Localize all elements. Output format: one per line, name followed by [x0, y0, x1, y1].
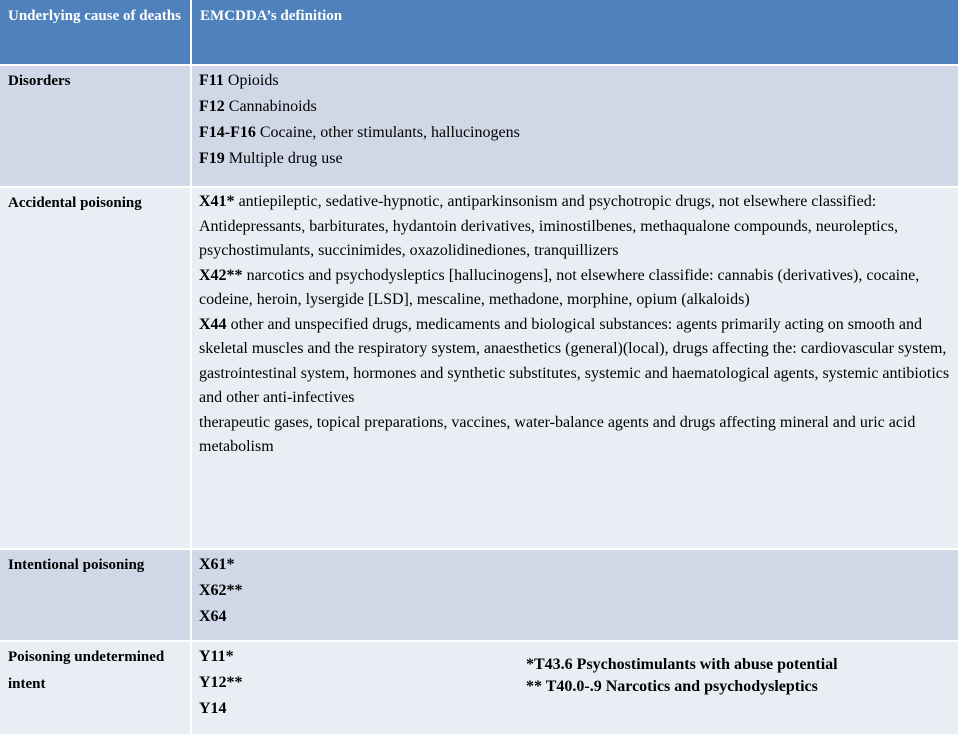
code-line: Y11* — [199, 648, 234, 665]
definition-line: X41* antiepileptic, sedative-hypnotic, antiparkinsonism and psychotropic drugs, not elsewhere classified: Antidepressants, barbiturates, hydantoin derivatives, iminostilbenes, methaqualone compounds, neuroleptics, psychostimulants, succinimides, oxazolidinediones, tranquillizers — [199, 193, 898, 259]
row-label-undetermined: Poisoning undetermined intent — [0, 642, 192, 736]
row-label-disorders: Disorders — [0, 66, 192, 188]
definition-line: X42** narcotics and psychodysleptics [hallucinogens], not elsewhere classifide: cannabis (derivatives), cocaine, codeine, heroin, lysergide [LSD], mescaline, methadone, morphine, opium (alkaloids) — [199, 266, 920, 308]
definition-line: X44 other and unspecified drugs, medicaments and biological substances: agents primarily acting on smooth and skeletal muscles and the respiratory system, anaesthetics (general)(local), drugs affecting the: cardiovascular system, gastrointestinal system, hormones and synthetic substitutes, systemic and haematological agents, systemic antibiotics and other anti-infectives — [199, 315, 950, 406]
footnote: ** T40.0-.9 Narcotics and psychodysleptics — [526, 678, 818, 695]
footnote: *T43.6 Psychostimulants with abuse potential — [526, 656, 838, 673]
row-label-intentional: Intentional poisoning — [0, 550, 192, 642]
table-row — [0, 66, 960, 188]
table-header-row — [0, 0, 960, 66]
code-line: Y14 — [199, 700, 227, 717]
code-line: X61* — [199, 556, 235, 573]
row-label-accidental: Accidental poisoning — [0, 188, 192, 550]
table-row — [0, 188, 960, 550]
row-definition-intentional — [192, 550, 960, 642]
table-row — [0, 550, 960, 642]
definition-line: F14-F16 Cocaine, other stimulants, hallucinogens — [199, 124, 520, 141]
code-line: X64 — [199, 608, 227, 625]
row-definition-disorders — [192, 66, 960, 188]
code-line: X62** — [199, 582, 243, 599]
footnotes — [526, 654, 838, 698]
table-row — [0, 642, 960, 736]
header-cause: Underlying cause of deaths — [0, 0, 192, 66]
definition-line: therapeutic gases, topical preparations, vaccines, water-balance agents and drugs affecting mineral and uric acid metabolism — [199, 413, 916, 455]
definition-line: F19 Multiple drug use — [199, 150, 343, 167]
row-definition-accidental — [192, 188, 960, 550]
code-line: Y12** — [199, 674, 243, 691]
header-definition: EMCDDA’s definition — [192, 0, 960, 66]
definition-line: F12 Cannabinoids — [199, 98, 317, 115]
definition-line: F11 Opioids — [199, 72, 279, 89]
row-definition-undetermined — [192, 642, 960, 736]
